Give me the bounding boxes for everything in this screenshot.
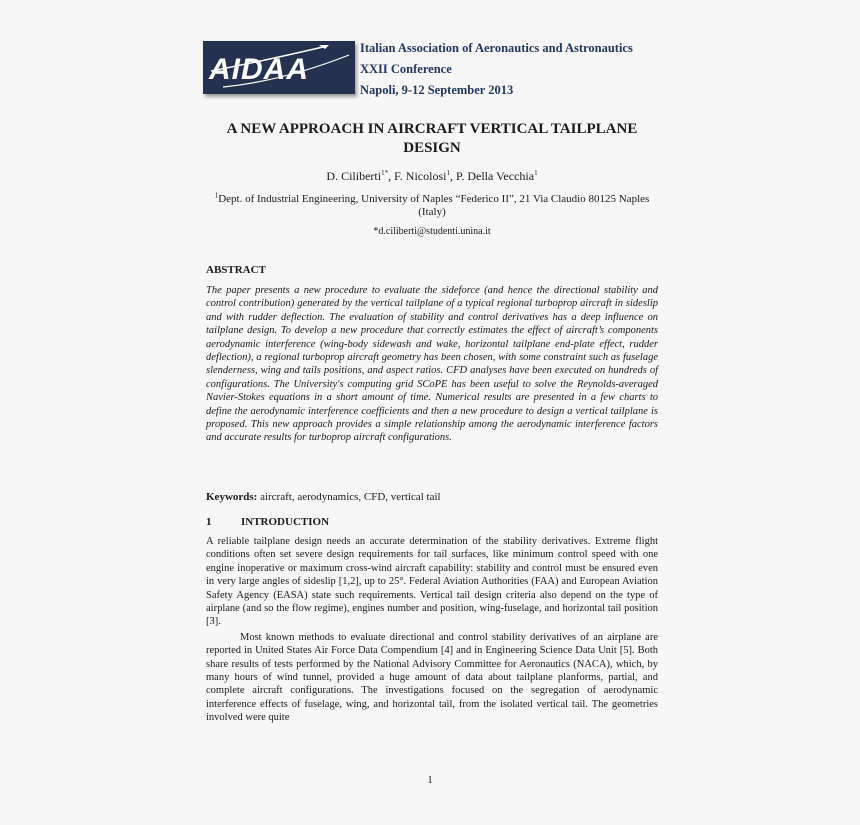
- conference-info: [360, 40, 633, 103]
- author-sup: 1*: [381, 169, 389, 177]
- keywords-text: aircraft, aerodynamics, CFD, vertical tail: [260, 491, 441, 503]
- affiliation-sup: 1: [214, 191, 219, 200]
- author-sup: 1: [534, 169, 538, 177]
- corresponding-email: *d.ciliberti@studenti.unina.it: [373, 226, 491, 237]
- conference-association: Italian Association of Aeronautics and Astronautics: [360, 41, 633, 55]
- author-name: P. Della Vecchia: [455, 169, 535, 183]
- author-name: F. Nicolosi: [394, 169, 447, 183]
- keywords-label: Keywords:: [206, 491, 258, 503]
- author-name: D. Ciliberti: [326, 169, 382, 183]
- author-sup: 1: [446, 169, 450, 177]
- conference-date: Napoli, 9-12 September 2013: [360, 83, 514, 97]
- section-number: 1: [206, 516, 212, 528]
- logo-text: AIDAA: [209, 53, 309, 86]
- abstract-heading: ABSTRACT: [206, 264, 266, 276]
- paragraph: A reliable tailplane design needs an accurate determination of the stability derivatives. Extreme flight conditions often set severe design requirements for tail surfaces, like minimum control speed with one engine inoperative or maximum cross-wind aircraft capability: stability and control must be ensured even in very large angles of sideslip [1,2], up to 25°. Federal Aviation Authorities (FAA) and European Aviation Safety Agency (EASA) state such requirements. Vertical tail design criteria also depend on the type of airplane (and so the flow regime), engines number and position, wing-fuselage, and horizontal tail position [3].: [206, 536, 658, 628]
- author-list: D. Ciliberti$^{1*}$, F. Nicolosi$^1$, P. Della Vecchia$^1$: [326, 169, 538, 183]
- affiliation: [206, 193, 658, 219]
- paper-title: A NEW APPROACH IN AIRCRAFT VERTICAL TAILPLANE DESIGN: [226, 121, 638, 156]
- body-text: [206, 535, 658, 725]
- keywords: [206, 491, 658, 503]
- aidaa-logo: [203, 41, 355, 94]
- section-title: INTRODUCTION: [241, 516, 330, 528]
- section-heading: [206, 516, 329, 528]
- paragraph: Most known methods to evaluate directional and control stability derivatives of an airplane are reported in United States Air Force Data Compendium [4] and in Engineering Science Data Unit [5]. Both share results of tests performed by the National Advisory Committee for Aeronautics (NACA), which, by many hours of wind tunnel, provided a huge amount of data about tailplane planforms, partial, and complete aircraft configurations. The investigations focused on the segregation of aerodynamic interference effects of fuselage, wing, and horizontal tail, from the isolated vertical tail. The geometries involved were quite: [206, 631, 658, 724]
- page-number: 1: [427, 774, 433, 786]
- abstract-text: The paper presents a new procedure to evaluate the sideforce (and hence the directional stability and control contribution) generated by the vertical tailplane of a typical regional turboprop aircraft in sideslip and with rudder deflection. The evaluation of stability and control derivatives has a deep influence on tailplane design. To develop a new procedure that correctly estimates the effect of aircraft’s components aerodynamic interference (wing-body sidewash and wake, horizontal tailplane end-plate effect, rudder deflection), a regional turboprop aircraft geometry has been chosen, with some constraint such as fuselage slenderness, wing and tails positions, and aspect ratios. CFD analyses have been executed on hundreds of configurations. The University's computing grid SCoPE has been useful to solve the Reynolds-averaged Navier-Stokes equations in a short amount of time. Numerical results are presented in a few charts to define the aerodynamic interference coefficients and then a new procedure to design a vertical tailplane is proposed. This new approach provides a simple relationship among the aerodynamic interference factors and accurate results for turboprop aircraft configurations.: [206, 285, 658, 444]
- conference-name: XXII Conference: [360, 62, 452, 76]
- affiliation-text: Dept. of Industrial Engineering, University of Naples “Federico II”, 21 Via Claudio 80125 Naples (Italy): [218, 193, 650, 218]
